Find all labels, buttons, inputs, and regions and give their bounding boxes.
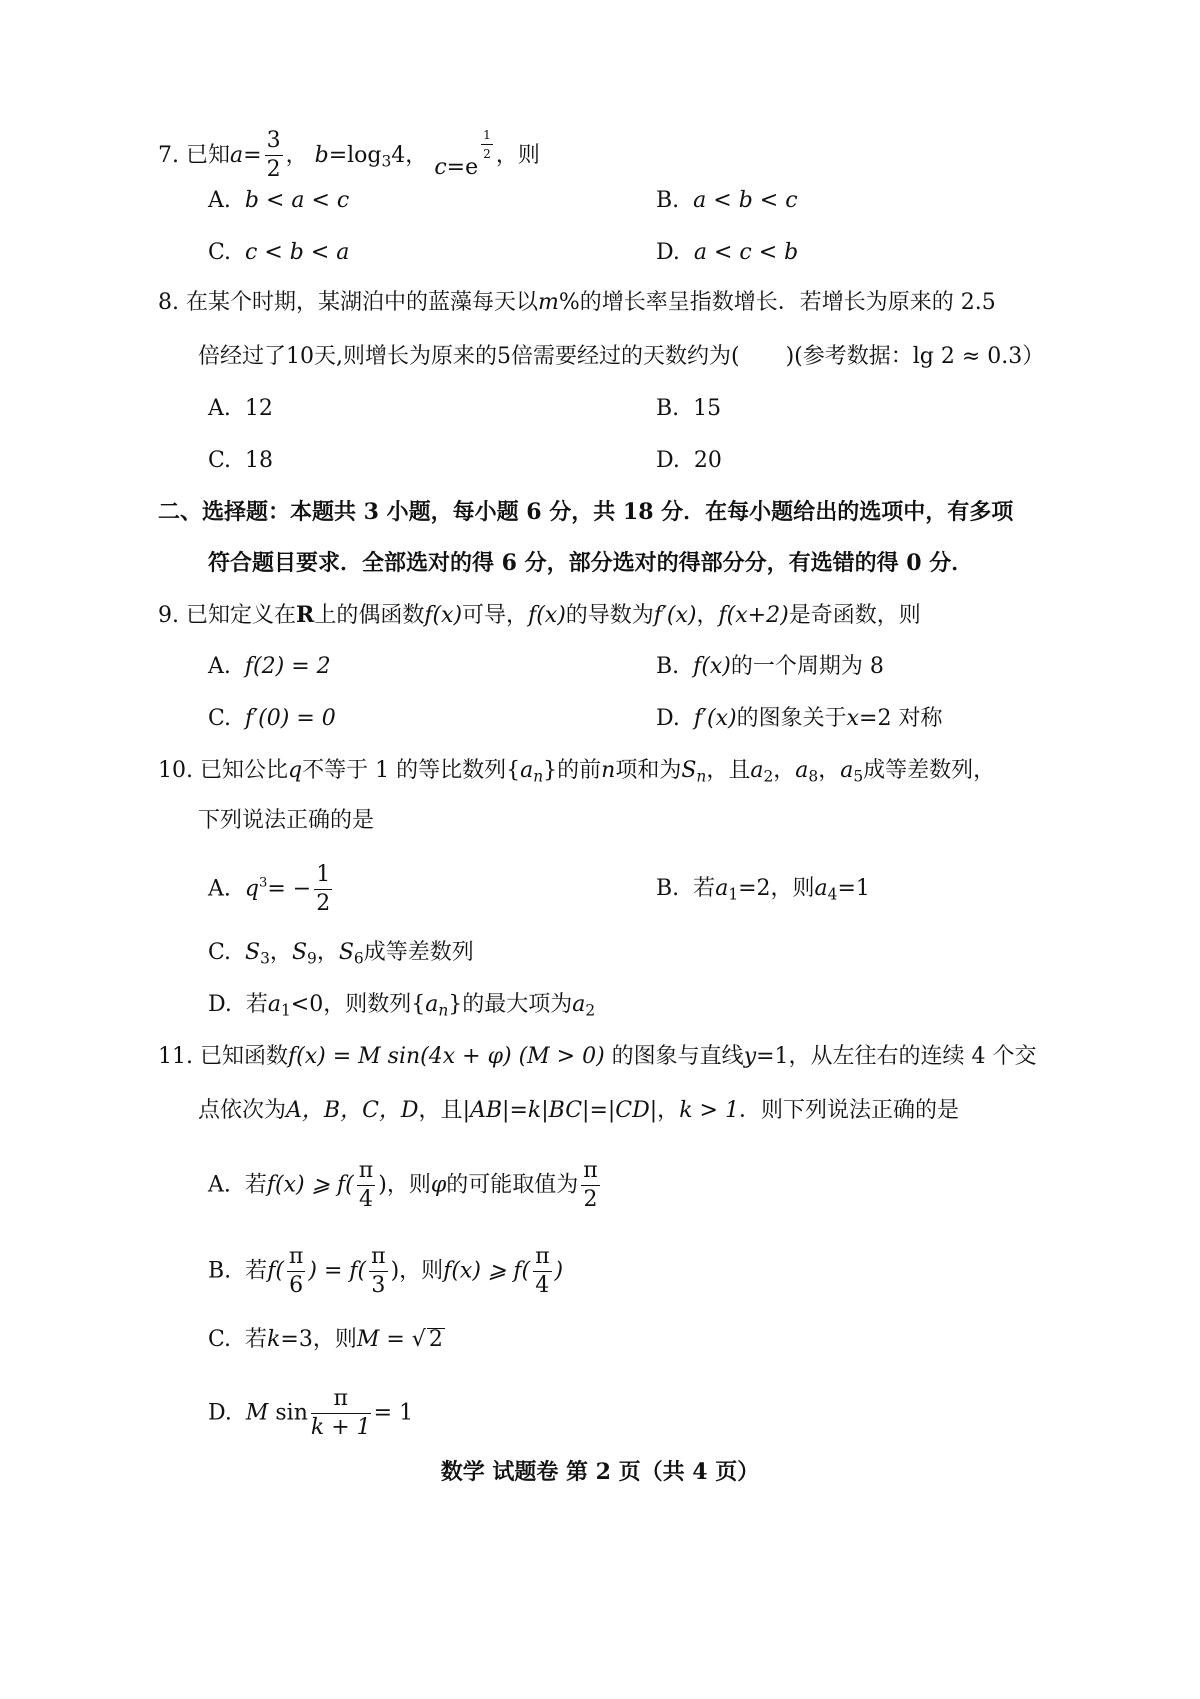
question-10: 10. 已知公比q不等于 1 的等比数列$\{a_n\}$的前n项和为$S_n$，且$a_2$，$a_8$，$a_5$成等差数列， xyxy=(158,758,996,786)
question-8-line-2: 倍经过了10天,则增长为原来的5倍需要经过的天数约为( )(参考数据：lg 2 ≈ 0.3） xyxy=(198,344,1045,369)
question-11: 11. 已知函数f(x) = M sin(4x + φ) (M > 0) 的图象与直线y=1，从左往右的连续 4 个交 xyxy=(158,1044,1037,1069)
option-d: D. M sin $\frac{\pi}{k + 1}$ = 1 xyxy=(208,1386,414,1440)
question-number: 7. xyxy=(158,142,179,168)
option-b: B. 15 xyxy=(656,396,722,421)
fraction: $\frac{3}{2}$ xyxy=(266,128,281,183)
option-c: C. f′(0) = 0 xyxy=(208,706,336,731)
option-a: A. $q^3=$ − $\frac{1}{2}$ xyxy=(208,862,331,916)
option-c: C. 若k=3，则M = √ 2 xyxy=(208,1327,443,1352)
option-a: A. 12 xyxy=(208,396,273,421)
option-a: A. f(2) = 2 xyxy=(208,654,331,679)
question-number: 9. xyxy=(158,603,179,628)
option-d: D. 20 xyxy=(656,448,722,473)
question-stem: 已知 xyxy=(186,142,231,168)
option-a: A. 若f(x) ⩾ f( $\frac{\pi}{4}$ )，则φ的可能取值为 $\frac{\pi}{2}$ xyxy=(208,1158,598,1212)
option-b: B. 若$a_1=2$，则$a_4=1$ xyxy=(656,876,870,904)
question-number: 8. xyxy=(158,290,179,315)
question-8: 8. 在某个时期，某湖泊中的蓝藻每天以m%的增长率呈指数增长．若增长为原来的 2.5 xyxy=(158,290,996,315)
option-d: D. f′(x)的图象关于x=2 对称 xyxy=(656,706,943,731)
question-11-line-2: 点依次为A，B，C，D，且|AB|=k|BC|=|CD|，k > 1．则下列说法正确的是 xyxy=(198,1098,959,1123)
option-c: C. $S_3$，$S_9$，$S_6$成等差数列 xyxy=(208,940,474,968)
question-9: 9. 已知定义在R上的偶函数f(x)可导，f(x)的导数为f′(x)，f(x+2)是奇函数，则 xyxy=(158,602,921,628)
section-heading: 二、选择题：本题共 3 小题，每小题 6 分，共 18 分．在每小题给出的选项中，有多项 xyxy=(158,499,1014,525)
option-d: D. 若$a_1<0$，则数列$\{a_n\}$的最大项为$a_2$ xyxy=(208,992,596,1020)
section-heading-line-2: 符合题目要求．全部选对的得 6 分，部分选对的得部分分，有选错的得 0 分． xyxy=(208,550,974,576)
option-c: C. c < b < a xyxy=(208,240,350,265)
question-number: 10. xyxy=(158,758,193,783)
option-b: B. 若f( $\frac{\pi}{6}$ ) = f( $\frac{\pi}{3}$ )，则f(x) ⩾ f( $\frac{\pi}{4}$ ) xyxy=(208,1244,564,1298)
option-c: C. 18 xyxy=(208,448,274,473)
option-d: D. a < c < b xyxy=(656,240,799,265)
page-footer: 数学 试题卷 第 2 页（共 4 页） xyxy=(440,1459,760,1485)
question-7: 7. 已知a= $\frac{3}{2}$ ， $b=\log_34$， c=e $\frac{1}{2}$ ，则 xyxy=(158,128,540,183)
question-10-line-2: 下列说法正确的是 xyxy=(198,808,375,833)
option-b: B. a < b < c xyxy=(656,188,798,213)
option-b: B. f(x)的一个周期为 8 xyxy=(656,654,884,679)
option-a: A. b < a < c xyxy=(208,188,350,213)
question-number: 11. xyxy=(158,1044,193,1069)
